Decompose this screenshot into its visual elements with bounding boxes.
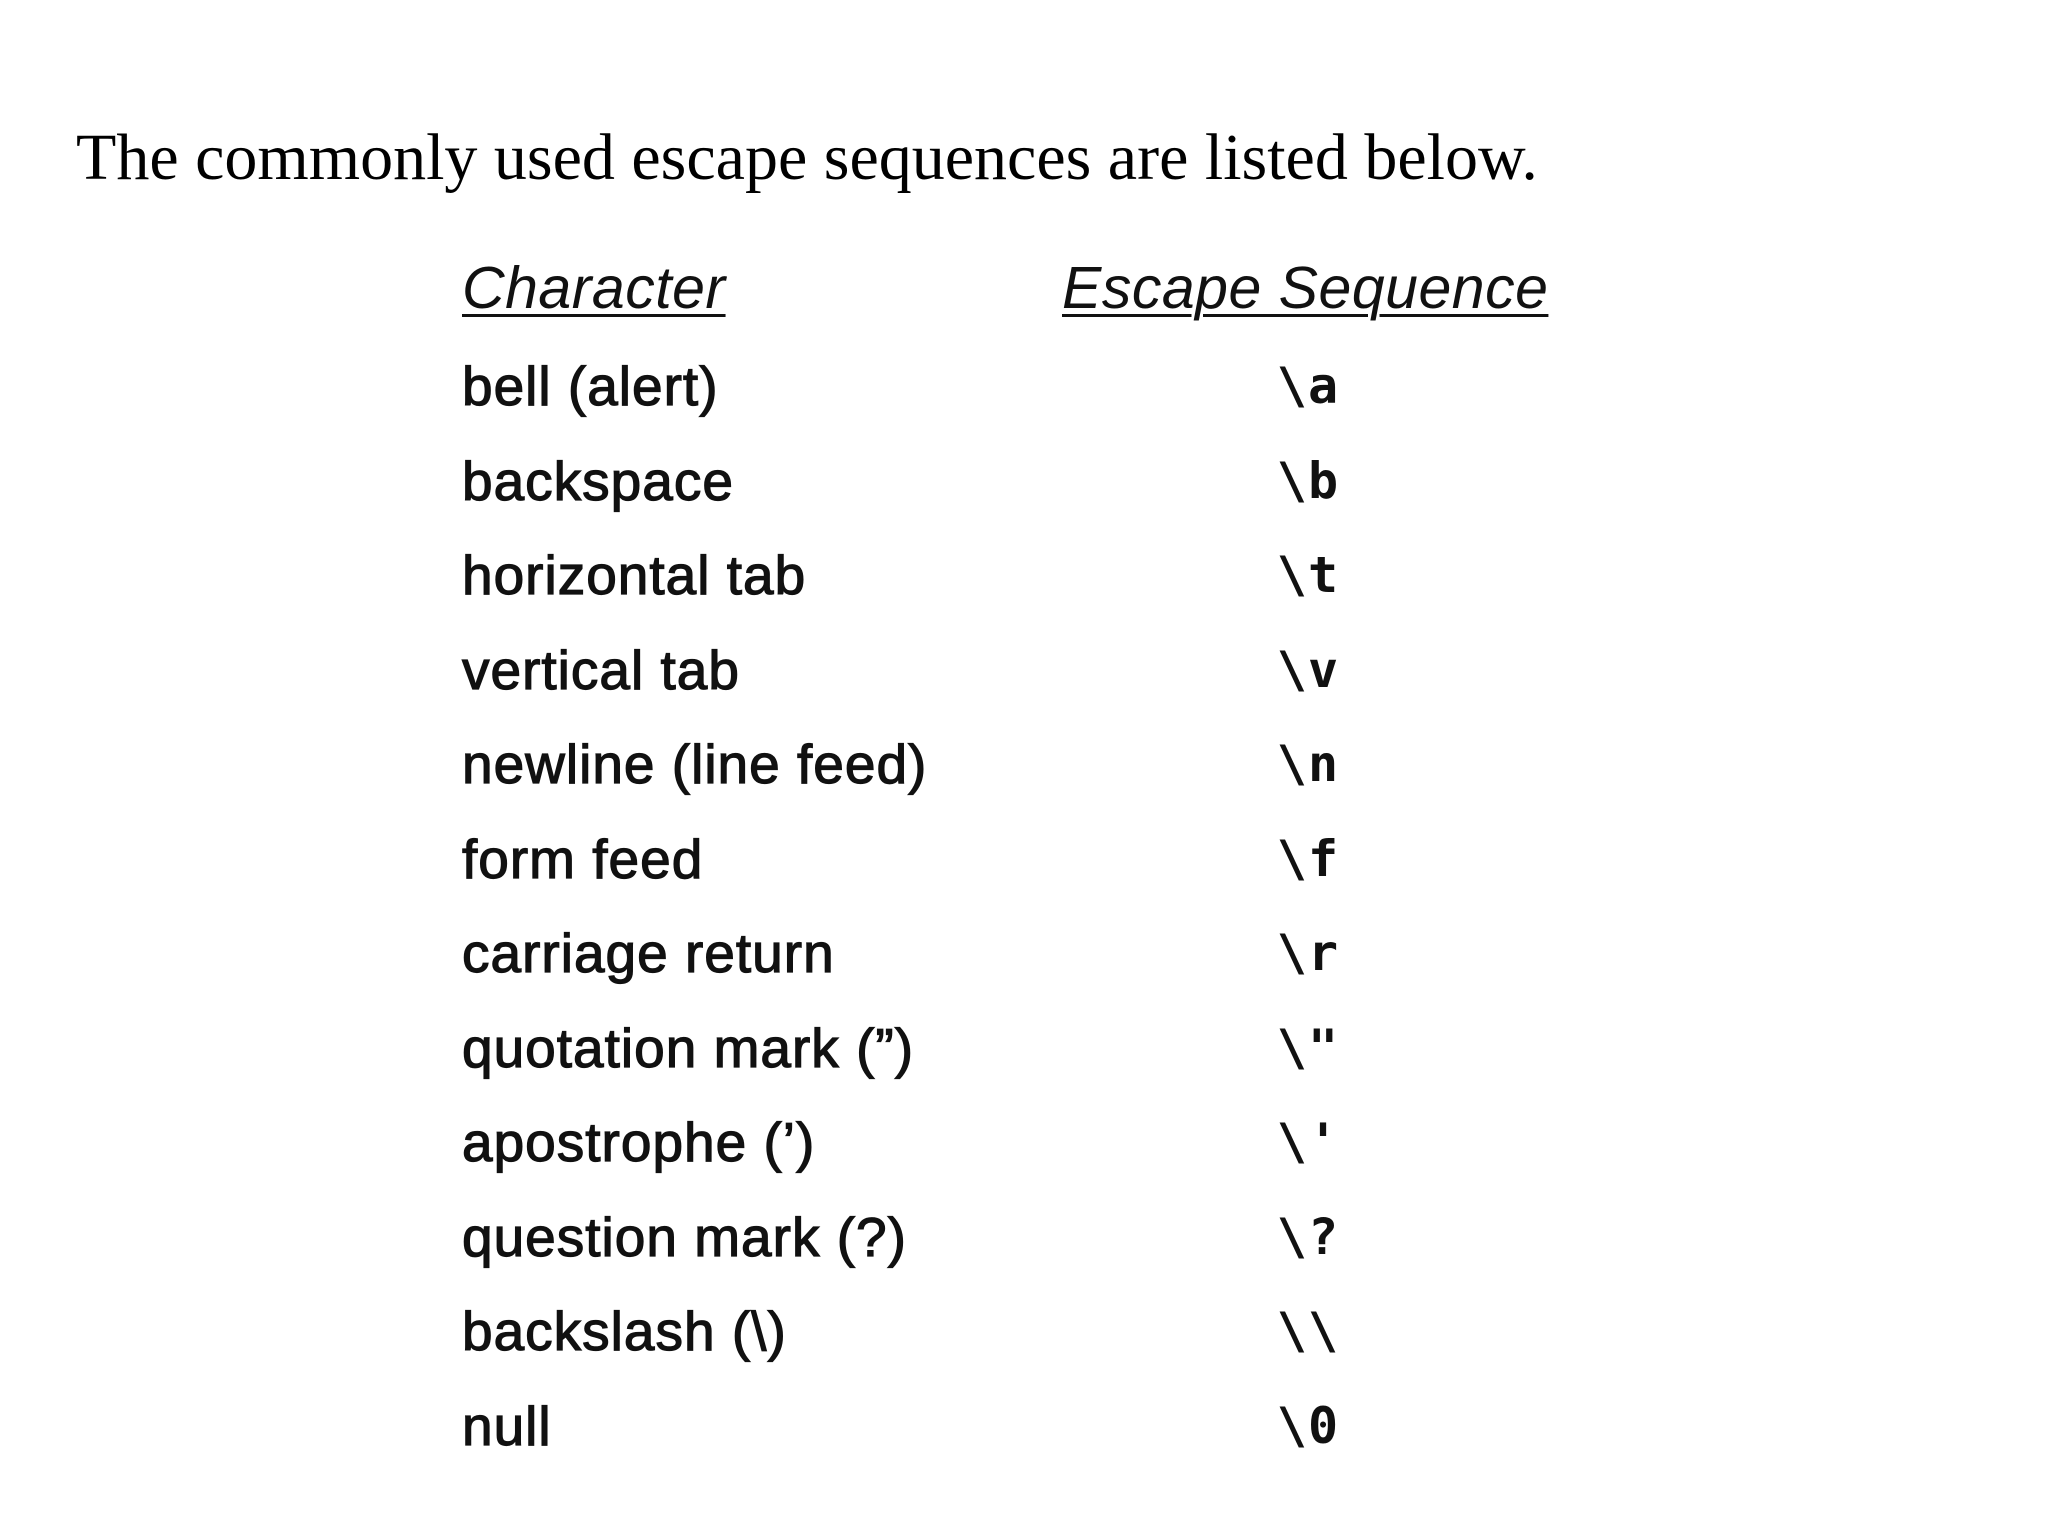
character-cell: null <box>462 1394 552 1457</box>
character-cell: newline (line feed) <box>462 733 928 795</box>
table-row <box>462 815 1602 910</box>
escape-cell: \' <box>1276 1113 1340 1171</box>
table-row <box>462 1382 1602 1477</box>
escape-cell: \? <box>1276 1207 1340 1266</box>
character-cell: horizontal tab <box>462 544 807 606</box>
table-row <box>462 626 1602 721</box>
table-row <box>462 437 1602 532</box>
escape-cell: \b <box>1276 451 1340 510</box>
column-header-character: Character <box>462 255 726 321</box>
table-row <box>462 531 1602 626</box>
escape-cell: \r <box>1276 924 1340 982</box>
character-cell: carriage return <box>462 922 835 984</box>
table-row <box>462 1004 1602 1099</box>
escape-cell: \n <box>1276 735 1340 793</box>
escape-cell: \v <box>1276 640 1340 699</box>
column-header-escape-sequence: Escape Sequence <box>1062 255 1549 321</box>
table-row <box>462 1287 1602 1382</box>
escape-cell: \" <box>1276 1018 1340 1077</box>
escape-cell: \a <box>1276 357 1340 415</box>
table-row <box>462 1193 1602 1288</box>
character-cell: question mark (?) <box>462 1205 907 1268</box>
intro-paragraph: The commonly used escape sequences are listed below. <box>76 121 1538 194</box>
character-cell: quotation mark (”) <box>462 1016 915 1079</box>
character-cell: apostrophe (’) <box>462 1111 816 1173</box>
table-row <box>462 720 1602 815</box>
escape-sequence-table <box>462 248 1602 1476</box>
table-row <box>462 342 1602 437</box>
character-cell: backslash (\) <box>462 1300 787 1362</box>
escape-cell: \\ <box>1276 1302 1340 1360</box>
escape-cell: \t <box>1276 546 1340 604</box>
table-row <box>462 909 1602 1004</box>
escape-cell: \0 <box>1276 1396 1340 1455</box>
character-cell: bell (alert) <box>462 355 719 417</box>
table-row <box>462 1098 1602 1193</box>
escape-cell: \f <box>1276 829 1340 888</box>
table-header-row <box>462 248 1602 342</box>
character-cell: backspace <box>462 449 734 512</box>
character-cell: form feed <box>462 827 704 890</box>
character-cell: vertical tab <box>462 638 740 701</box>
